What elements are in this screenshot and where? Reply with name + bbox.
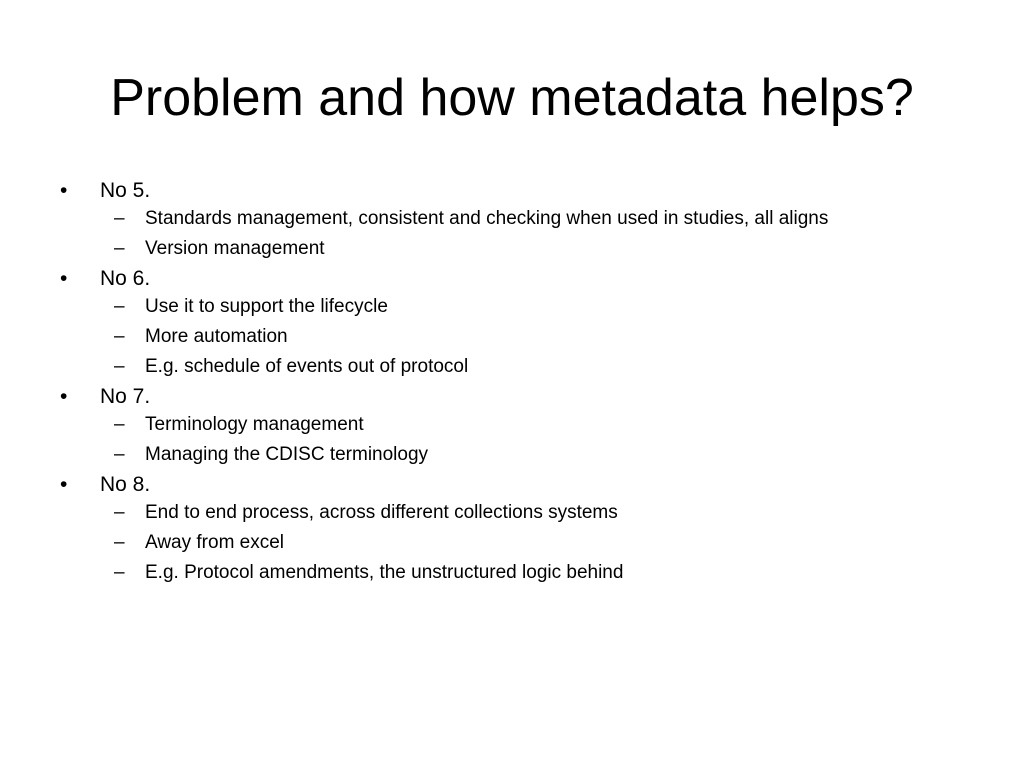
bullet-item [60,177,960,260]
sub-item [100,207,960,230]
sub-item-text: Standards management, consistent and checking when used in studies, all aligns [145,208,829,229]
sub-item-text: Managing the CDISC terminology [145,444,429,465]
bullet-icon: • [60,473,68,496]
bullet-item [60,265,960,378]
sub-item [100,237,960,260]
dash-icon: – [114,238,125,259]
slide-title: Problem and how metadata helps? [110,69,914,127]
bullet-icon: • [60,267,68,290]
dash-icon: – [114,532,125,553]
bullet-icon: • [60,385,68,408]
bullet-label: No 8. [100,473,151,496]
sub-item [100,531,960,554]
bullet-label: No 7. [100,385,151,408]
sub-item [100,561,960,584]
dash-icon: – [114,326,125,347]
sub-item [100,501,960,524]
sub-item [100,443,960,466]
sub-item-text: Version management [145,238,325,259]
dash-icon: – [114,208,125,229]
sub-item [100,413,960,436]
sub-list [100,413,960,466]
dash-icon: – [114,414,125,435]
dash-icon: – [114,562,125,583]
bullet-label: No 6. [100,267,151,290]
bullet-list [60,177,960,584]
sub-item-text: End to end process, across different collections systems [145,502,618,523]
sub-item-text: Use it to support the lifecycle [145,296,388,317]
sub-list [100,207,960,260]
sub-item-text: E.g. Protocol amendments, the unstructured logic behind [145,562,624,583]
bullet-icon: • [60,179,68,202]
dash-icon: – [114,502,125,523]
sub-list [100,295,960,378]
bullet-item [60,471,960,584]
dash-icon: – [114,444,125,465]
bullet-item [60,383,960,466]
sub-item [100,355,960,378]
sub-item-text: Away from excel [145,532,285,553]
sub-list [100,501,960,584]
dash-icon: – [114,296,125,317]
sub-item [100,325,960,348]
sub-item [100,295,960,318]
sub-item-text: More automation [145,326,288,347]
bullet-label: No 5. [100,179,151,202]
dash-icon: – [114,356,125,377]
sub-item-text: E.g. schedule of events out of protocol [145,356,469,377]
sub-item-text: Terminology management [145,414,364,435]
